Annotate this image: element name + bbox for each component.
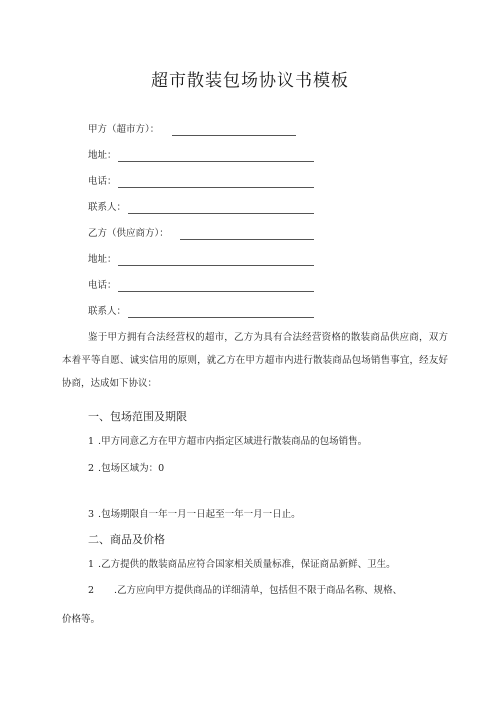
party-a-contact-label: 联系人： <box>88 202 127 213</box>
section-1-item-2 <box>88 463 164 475</box>
party-a-address-blank[interactable] <box>118 161 314 162</box>
party-a-address-label: 地址： <box>88 150 117 161</box>
item-number: 2 <box>88 585 95 596</box>
party-a-contact-field <box>88 202 126 214</box>
item-number: 3 <box>88 509 95 520</box>
party-a-name-field <box>88 124 159 136</box>
section-2-heading: 二、商品及价格 <box>88 533 165 546</box>
party-a-contact-blank[interactable] <box>128 213 314 214</box>
party-a-name-blank[interactable] <box>172 135 296 136</box>
party-a-phone-field <box>88 176 117 188</box>
party-a-name-label: 甲方（超市方）： <box>88 124 160 135</box>
section-1-item-1 <box>88 436 367 448</box>
section-2-item-1 <box>88 559 396 571</box>
party-a-address-field <box>88 150 117 162</box>
item-text: .乙方应向甲方提供商品的详细清单，包括但不限于商品名称、规格、 <box>114 585 403 596</box>
party-b-name-field <box>88 228 169 240</box>
preamble-paragraph: 鉴于甲方拥有合法经营权的超市，乙方为具有合法经营资格的散装商品供应商，双方本着平等自愿、诚实信用的原则，就乙方在甲方超市内进行散装商品包场销售事宜，经友好协商，达成如下协议： <box>62 332 448 389</box>
party-a-phone-label: 电话： <box>88 176 117 187</box>
document-title: 超市散装包场协议书模板 <box>151 71 349 91</box>
item-number: 1 <box>88 559 95 570</box>
section-1-heading: 一、包场范围及期限 <box>88 410 187 423</box>
party-b-phone-field <box>88 280 117 292</box>
party-b-phone-label: 电话： <box>88 280 117 291</box>
section-2-item-2 <box>88 585 402 597</box>
party-b-phone-blank[interactable] <box>118 291 314 292</box>
party-b-contact-field <box>88 306 126 318</box>
party-a-phone-blank[interactable] <box>118 187 314 188</box>
section-1-item-3 <box>88 509 301 521</box>
item-number: 1 <box>88 436 95 447</box>
item-text: .乙方提供的散装商品应符合国家相关质量标准，保证商品新鲜、卫生。 <box>98 559 396 570</box>
party-b-contact-label: 联系人： <box>88 306 127 317</box>
item-text: .包场区域为：0 <box>98 463 165 474</box>
party-b-address-blank[interactable] <box>118 265 314 266</box>
party-b-name-label: 乙方（供应商方）： <box>88 228 169 239</box>
item-text: .包场期限自一年一月一日起至一年一月一日止。 <box>98 509 301 520</box>
party-b-name-blank[interactable] <box>180 239 314 240</box>
section-2-item-2-continuation: 价格等。 <box>62 614 101 625</box>
party-b-address-label: 地址： <box>88 254 117 265</box>
item-text: .甲方同意乙方在甲方超市内指定区域进行散装商品的包场销售。 <box>98 436 368 447</box>
item-number: 2 <box>88 463 95 474</box>
party-b-contact-blank[interactable] <box>128 317 314 318</box>
party-b-address-field <box>88 254 117 266</box>
